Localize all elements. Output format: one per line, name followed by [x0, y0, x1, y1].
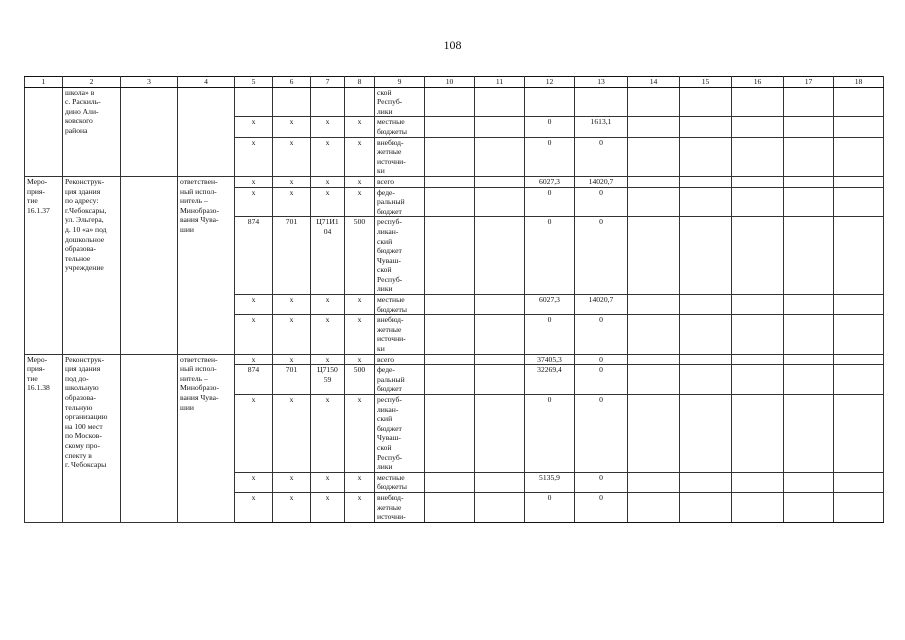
column-header: 9 — [375, 77, 425, 88]
table-row: х х х х местные бюджеты 6027,3 14020,7 — [25, 295, 884, 315]
table-row: 874 701 Ц7150 59 500 феде- ральный бюджет 32269,4 0 — [25, 365, 884, 395]
measure-name-cell: Реконструк- ция здания по адресу: г.Чебоксары, ул. Эльгера, д. 10 «а» под дошкольное образова- тельное учреждение — [63, 176, 121, 354]
source-cell: ской Респуб- лики — [375, 87, 425, 117]
table-row: 874 701 Ц71И1 04 500 респуб- ликан- ский бюджет Чуваш- ской Респуб- лики 0 0 — [25, 217, 884, 295]
column-header: 6 — [273, 77, 311, 88]
column-header: 3 — [121, 77, 178, 88]
source-cell: местные бюджеты — [375, 295, 425, 315]
executor-cell — [178, 87, 235, 176]
column-header: 13 — [575, 77, 628, 88]
source-cell: респуб- ликан- ский бюджет Чуваш- ской Респуб- лики — [375, 217, 425, 295]
column-header: 18 — [834, 77, 884, 88]
measure-id-cell — [25, 87, 63, 176]
table-row: х х х х местные бюджеты 5135,9 0 — [25, 472, 884, 492]
table-row: х х х х местные бюджеты 0 1613,1 — [25, 117, 884, 137]
executor-cell: ответствен- ный испол- нитель – Минобразо- вания Чува- шии — [178, 354, 235, 522]
column-header: 17 — [784, 77, 834, 88]
source-cell: внебюд- жетные источни- ки — [375, 137, 425, 176]
table-row: х х х х внебюд- жетные источни- ки 0 0 — [25, 315, 884, 354]
table-row: х х х х респуб- ликан- ский бюджет Чуваш- ской Респуб- лики 0 0 — [25, 395, 884, 473]
table-row — [25, 87, 884, 117]
table-row: х х х х внебюд- жетные источни- ки 0 0 — [25, 137, 884, 176]
column-header: 14 — [628, 77, 680, 88]
column-header: 1 — [25, 77, 63, 88]
source-cell: респуб- ликан- ский бюджет Чуваш- ской Респуб- лики — [375, 395, 425, 473]
source-cell: внебюд- жетные источни- ки — [375, 315, 425, 354]
page-number: 108 — [443, 38, 462, 52]
empty-cell — [121, 176, 178, 354]
header-row — [25, 77, 884, 88]
measure-id-cell: Меро- прия- тие 16.1.38 — [25, 354, 63, 522]
column-header: 8 — [345, 77, 375, 88]
source-cell: феде- ральный бюджет — [375, 365, 425, 395]
measure-name-cell: Реконструк- ция здания под до- школьную образова- тельную организацию на 100 мест по Москов- скому про- спекту в г. Чебоксары — [63, 354, 121, 522]
column-header: 7 — [311, 77, 345, 88]
executor-cell: ответствен- ный испол- нитель – Минобразо- вания Чува- шии — [178, 176, 235, 354]
table-row: х х х х внебюд- жетные источни- 0 0 — [25, 492, 884, 522]
source-cell: местные бюджеты — [375, 117, 425, 137]
empty-cell — [121, 354, 178, 522]
empty-cell — [121, 87, 178, 176]
table-row: Меро- прия- тие 16.1.37 Реконструк- ция здания по адресу: г.Чебоксары, ул. Эльгера, д. 10 «а» под дошкольное образова- тельное учреждение ответствен- ный испол- нитель – Минобразо- вания Чува- шии х х х х всего 6027,3 14020,7 — [25, 176, 884, 187]
financing-table — [24, 76, 884, 523]
column-header: 16 — [732, 77, 784, 88]
column-header: 10 — [425, 77, 475, 88]
source-cell: внебюд- жетные источни- — [375, 492, 425, 522]
source-cell: феде- ральный бюджет — [375, 187, 425, 217]
source-cell: всего — [375, 354, 425, 365]
column-header: 4 — [178, 77, 235, 88]
measure-id-cell: Меро- прия- тие 16.1.37 — [25, 176, 63, 354]
measure-name-cell: школа» в с. Раскиль- дино Али- ковского района — [63, 87, 121, 176]
table-row: Меро- прия- тие 16.1.38 Реконструк- ция здания под до- школьную образова- тельную организацию на 100 мест по Москов- скому про- спекту в г. Чебоксары ответствен- ный испол- нитель – Минобразо- вания Чува- шии х х х х всего 37405,3 0 — [25, 354, 884, 365]
source-cell: местные бюджеты — [375, 472, 425, 492]
source-cell: всего — [375, 176, 425, 187]
column-header: 2 — [63, 77, 121, 88]
column-header: 12 — [525, 77, 575, 88]
column-header: 5 — [235, 77, 273, 88]
column-header: 11 — [475, 77, 525, 88]
column-header: 15 — [680, 77, 732, 88]
table-row: х х х х феде- ральный бюджет 0 0 — [25, 187, 884, 217]
